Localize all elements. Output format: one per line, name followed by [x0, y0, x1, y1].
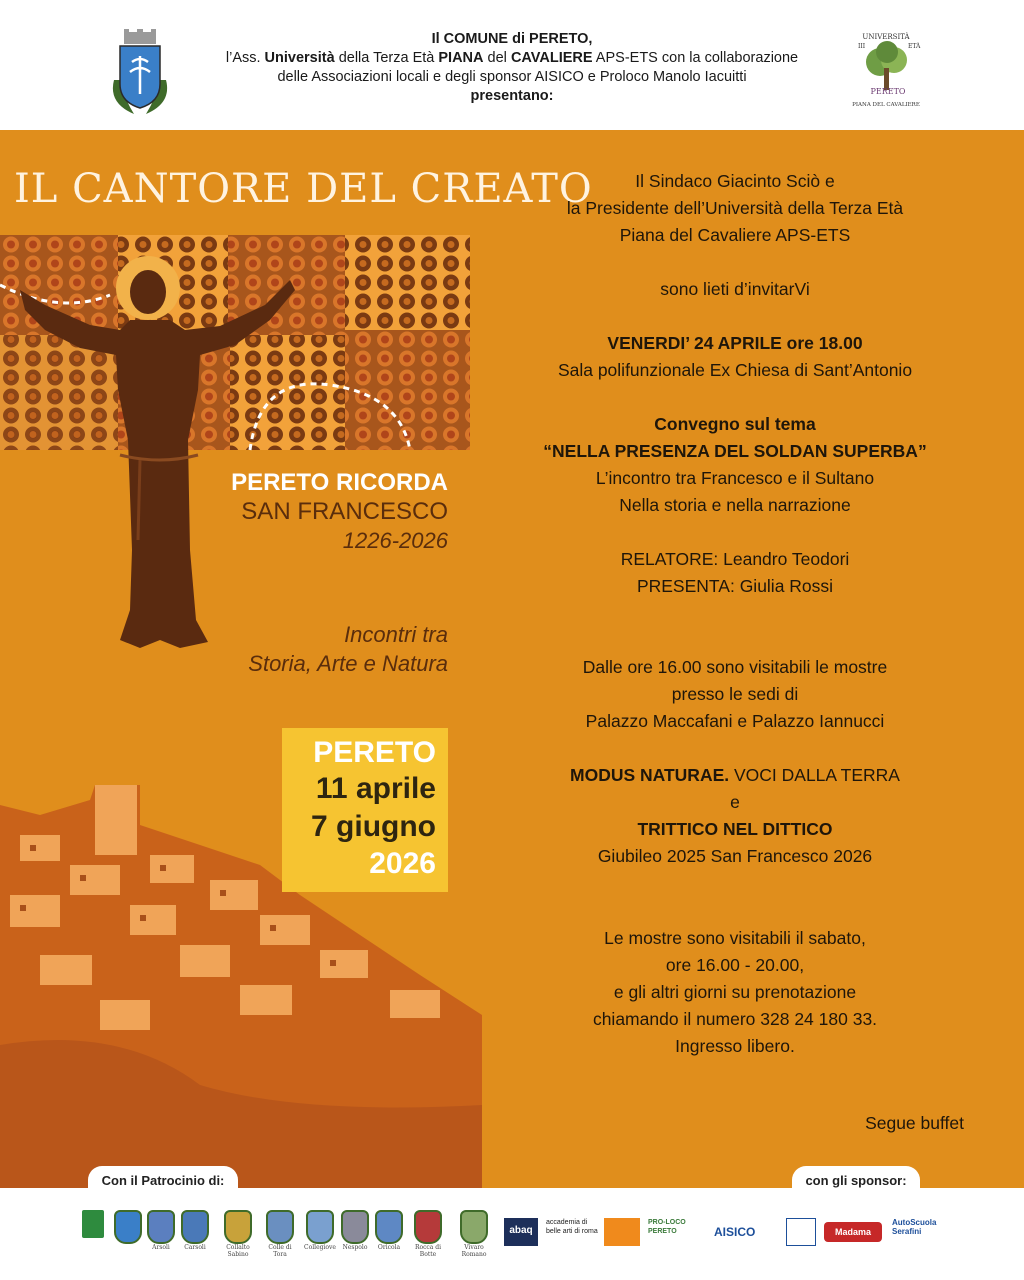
- convegno-title: “NELLA PRESENZA DEL SOLDAN SUPERBA”: [543, 441, 927, 461]
- town-crest: Vivaro Romano: [452, 1210, 496, 1258]
- date-box: [282, 728, 448, 892]
- exhibit-title-2: TRITTICO NEL DITTICO: [637, 819, 833, 839]
- poster: [0, 130, 1024, 1188]
- saint-francis-silhouette: [20, 250, 310, 660]
- svg-text:PIANA DEL CAVALIERE: PIANA DEL CAVALIERE: [852, 102, 920, 108]
- invite-line: presso le sedi di: [671, 684, 799, 704]
- invite-line: Giubileo 2025 San Francesco 2026: [597, 846, 873, 866]
- proloco-logo: PRO-LOCO PERETO: [648, 1219, 686, 1235]
- relatore: RELATORE: Leandro Teodori: [620, 549, 850, 569]
- date-year: 2026: [369, 847, 436, 880]
- town-crest: Carsoli: [180, 1210, 210, 1251]
- invite-line: e gli altri giorni su prenotazione: [613, 982, 857, 1002]
- pereto-ricorda-block: [231, 468, 448, 555]
- town-crest: Arsoli: [146, 1210, 176, 1251]
- exhibit-title-1: MODUS NATURAE. VOCI DALLA TERRA: [570, 765, 900, 785]
- invite-line: Ingresso libero.: [675, 1036, 795, 1056]
- sponsor-emblem-icon: [786, 1218, 816, 1246]
- header-line1: Il COMUNE di PERETO,: [431, 31, 593, 47]
- event-venue: Sala polifunzionale Ex Chiesa di Sant’Antonio: [557, 360, 913, 380]
- pereto-crest-icon: [104, 28, 176, 118]
- ricorda-line1: PERETO RICORDA: [231, 469, 448, 496]
- autoscuola-logo: AutoScuola Serafini: [892, 1218, 937, 1236]
- accademia-logo: accademia di belle arti di roma: [546, 1219, 598, 1235]
- presenta: PRESENTA: Giulia Rossi: [636, 576, 834, 596]
- date-end: 7 giugno: [311, 810, 436, 843]
- invite-line: Nella storia e nella narrazione: [619, 495, 851, 515]
- sponsor-label: con gli sponsor:: [792, 1166, 920, 1196]
- town-crest: Collalto Sabino: [216, 1210, 260, 1258]
- town-crest: Rocca di Botte: [408, 1210, 448, 1258]
- sponsor-orange-logo-icon: [604, 1218, 640, 1246]
- town-crest: Collegiove: [304, 1210, 336, 1251]
- invite-line: ore 16.00 - 20.00,: [665, 955, 805, 975]
- invite-line: Dalle ore 16.00 sono visitabili le mostre: [582, 657, 888, 677]
- provincia-crest-icon: [114, 1210, 142, 1244]
- invite-line: L’incontro tra Francesco e il Sultano: [595, 468, 875, 488]
- regione-logo-icon: [82, 1210, 104, 1238]
- invite-line: Piana del Cavaliere APS-ETS: [619, 225, 851, 245]
- invite-line: Palazzo Maccafani e Palazzo Iannucci: [585, 711, 885, 731]
- invite-line: Convegno sul tema: [654, 414, 816, 434]
- date-place: PERETO: [313, 736, 436, 769]
- invite-line: e: [730, 792, 740, 812]
- invite-line: sono lieti d’invitarVi: [660, 279, 810, 299]
- svg-text:PERETO: PERETO: [870, 87, 906, 96]
- header: [0, 0, 1024, 130]
- event-datetime: VENERDI’ 24 APRILE ore 18.00: [607, 333, 863, 353]
- incontri-line2: Storia, Arte e Natura: [248, 651, 448, 676]
- header-line4: presentano:: [470, 88, 554, 104]
- town-crest: Colle di Tora: [262, 1210, 298, 1258]
- abaq-logo: abaq: [504, 1218, 538, 1246]
- segue-buffet: Segue buffet: [865, 1113, 964, 1133]
- invite-line: Le mostre sono visitabili il sabato,: [604, 928, 866, 948]
- town-crest: Oricola: [374, 1210, 404, 1251]
- date-start: 11 aprile: [315, 772, 436, 805]
- ricorda-years: 1226-2026: [342, 528, 448, 553]
- ricorda-line2: SAN FRANCESCO: [241, 498, 448, 525]
- town-crest: Nespolo: [340, 1210, 370, 1251]
- aisico-logo: AISICO: [714, 1225, 756, 1239]
- madama-oliva-logo: Madama Oliva: [824, 1222, 882, 1242]
- incontri-line1: Incontri tra: [344, 622, 448, 647]
- header-line3: delle Associazioni locali e degli sponsor AISICO e Proloco Manolo Iacuitti: [277, 69, 747, 85]
- invite-line: Il Sindaco Giacinto Sciò e: [635, 171, 835, 191]
- invitation-text: [480, 130, 990, 1188]
- poster-artwork: [0, 130, 593, 1188]
- svg-text:ETÀ: ETÀ: [908, 43, 921, 50]
- header-text: [180, 30, 844, 106]
- header-line2: l’Ass. Università della Terza Età PIANA del CAVALIERE APS-ETS con la collaborazione: [225, 50, 799, 66]
- incontri-subtitle: [248, 620, 448, 678]
- patrocinio-label: Con il Patrocinio di:: [88, 1166, 238, 1196]
- university-logo-icon: [850, 30, 922, 112]
- poster-title: IL CANTORE DEL CREATO: [14, 166, 593, 212]
- footer-logos: [0, 1188, 1024, 1280]
- svg-text:III: III: [858, 43, 866, 50]
- svg-text:UNIVERSITÀ: UNIVERSITÀ: [862, 33, 910, 41]
- invite-line: la Presidente dell’Università della Terza Età: [566, 198, 904, 218]
- phone-line: chiamando il numero 328 24 180 33.: [592, 1009, 878, 1029]
